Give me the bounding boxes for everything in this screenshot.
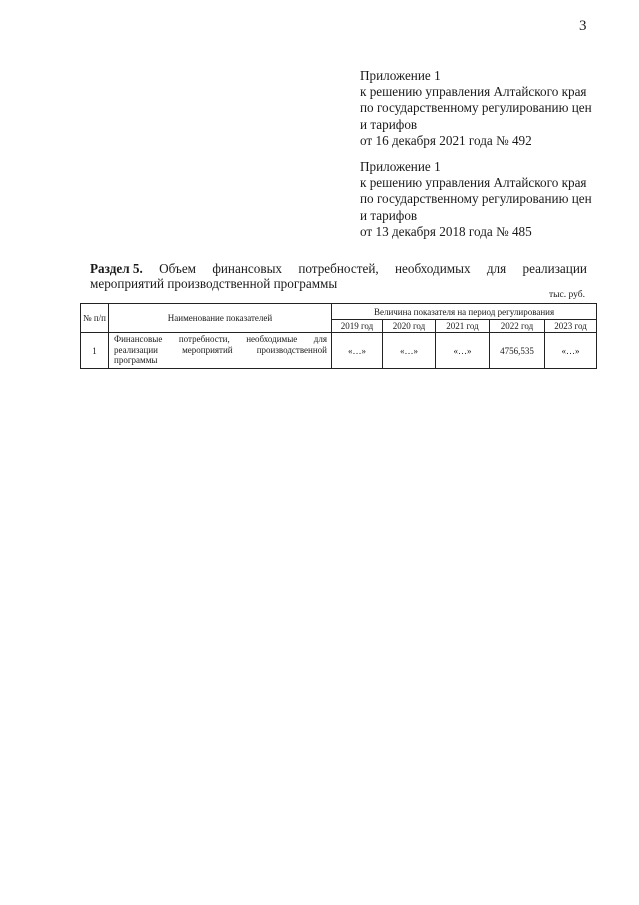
heading-word: для bbox=[486, 261, 507, 276]
table-row bbox=[81, 333, 597, 369]
appendix-current bbox=[360, 68, 592, 149]
section-heading-line2: мероприятий производственной программы bbox=[90, 276, 338, 291]
heading-word: необходимых bbox=[394, 261, 471, 276]
heading-word: Объем bbox=[159, 261, 197, 276]
page-number: 3 bbox=[579, 18, 587, 34]
row-number: 1 bbox=[81, 333, 109, 369]
appendix-line: Приложение 1 bbox=[360, 68, 441, 83]
appendix-line: Приложение 1 bbox=[360, 159, 441, 174]
appendix-line: и тарифов bbox=[360, 116, 418, 132]
appendix-line: к решению управления Алтайского края bbox=[360, 175, 587, 191]
financial-needs-table bbox=[80, 303, 597, 369]
section-heading bbox=[90, 261, 587, 291]
year-header: 2023 год bbox=[545, 320, 597, 333]
appendix-line: от 13 декабря 2018 года № 485 bbox=[360, 223, 532, 239]
appendix-line: по государственному регулированию цен bbox=[360, 100, 592, 116]
col-period-header: Величина показателя на период регулирования bbox=[332, 304, 597, 320]
row-value: «…» bbox=[545, 333, 597, 369]
appendix-line: от 16 декабря 2021 года № 492 bbox=[360, 132, 532, 148]
row-value: «…» bbox=[383, 333, 436, 369]
table-header-row bbox=[81, 304, 597, 320]
appendix-line: к решению управления Алтайского края bbox=[360, 84, 587, 100]
row-value: «…» bbox=[332, 333, 383, 369]
appendix-line: и тарифов bbox=[360, 207, 418, 223]
heading-word: реализации bbox=[522, 261, 587, 276]
heading-word: потребностей, bbox=[298, 261, 379, 276]
units-label: тыс. руб. bbox=[549, 290, 585, 300]
year-header: 2021 год bbox=[436, 320, 490, 333]
appendix-previous bbox=[360, 159, 592, 240]
row-name: Финансовые потребности, необходимые для реализации мероприятий производственной программы bbox=[109, 333, 332, 369]
year-header: 2019 год bbox=[332, 320, 383, 333]
section-label: Раздел 5. bbox=[90, 261, 143, 276]
year-header: 2022 год bbox=[490, 320, 545, 333]
year-header: 2020 год bbox=[383, 320, 436, 333]
appendix-line: по государственному регулированию цен bbox=[360, 191, 592, 207]
section-heading-line1 bbox=[90, 261, 587, 276]
row-value: «…» bbox=[436, 333, 490, 369]
row-value: 4756,535 bbox=[490, 333, 545, 369]
col-number-header: № п/п bbox=[81, 304, 109, 333]
heading-word: финансовых bbox=[212, 261, 283, 276]
col-name-header: Наименование показателей bbox=[109, 304, 332, 333]
